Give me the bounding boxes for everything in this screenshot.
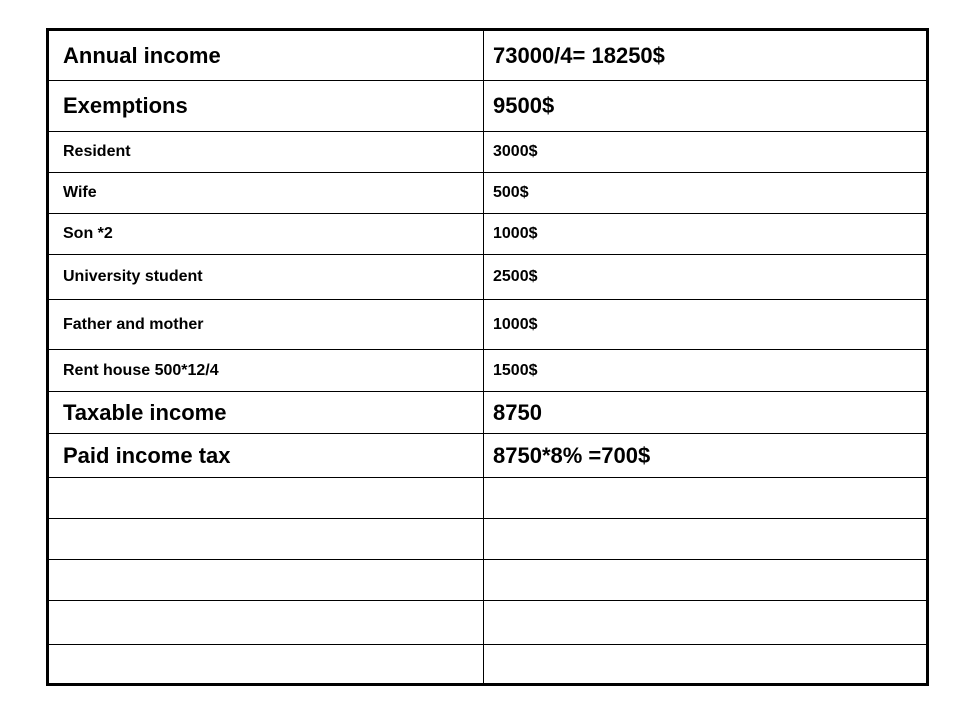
row-label: Paid income tax <box>48 434 484 478</box>
row-label: Taxable income <box>48 392 484 434</box>
empty-row <box>48 478 928 519</box>
table-row <box>48 173 928 214</box>
row-label: Rent house 500*12/4 <box>48 350 484 392</box>
row-value: 8750 <box>484 392 928 434</box>
row-value: 500$ <box>484 173 928 214</box>
row-label: University student <box>48 255 484 300</box>
row-value: 73000/4= 18250$ <box>484 30 928 81</box>
income-tax-table <box>46 28 929 686</box>
row-label: Exemptions <box>48 81 484 132</box>
empty-row <box>48 519 928 560</box>
table-row <box>48 255 928 300</box>
row-value: 1000$ <box>484 300 928 350</box>
empty-cell <box>48 478 484 519</box>
row-value: 1000$ <box>484 214 928 255</box>
row-value: 2500$ <box>484 255 928 300</box>
table-row <box>48 214 928 255</box>
empty-cell <box>484 601 928 645</box>
row-value: 1500$ <box>484 350 928 392</box>
row-label: Resident <box>48 132 484 173</box>
empty-row <box>48 645 928 685</box>
empty-row <box>48 560 928 601</box>
row-label: Wife <box>48 173 484 214</box>
table-row <box>48 434 928 478</box>
empty-cell <box>484 560 928 601</box>
empty-cell <box>484 519 928 560</box>
row-label: Son *2 <box>48 214 484 255</box>
table-row <box>48 81 928 132</box>
empty-cell <box>484 645 928 685</box>
row-label: Father and mother <box>48 300 484 350</box>
table-row <box>48 300 928 350</box>
table-row <box>48 350 928 392</box>
table-row <box>48 392 928 434</box>
empty-cell <box>48 645 484 685</box>
table-row <box>48 30 928 81</box>
row-value: 8750*8% =700$ <box>484 434 928 478</box>
row-value: 9500$ <box>484 81 928 132</box>
row-label: Annual income <box>48 30 484 81</box>
empty-cell <box>48 519 484 560</box>
empty-cell <box>48 601 484 645</box>
row-value: 3000$ <box>484 132 928 173</box>
table-row <box>48 132 928 173</box>
empty-cell <box>48 560 484 601</box>
empty-cell <box>484 478 928 519</box>
empty-row <box>48 601 928 645</box>
